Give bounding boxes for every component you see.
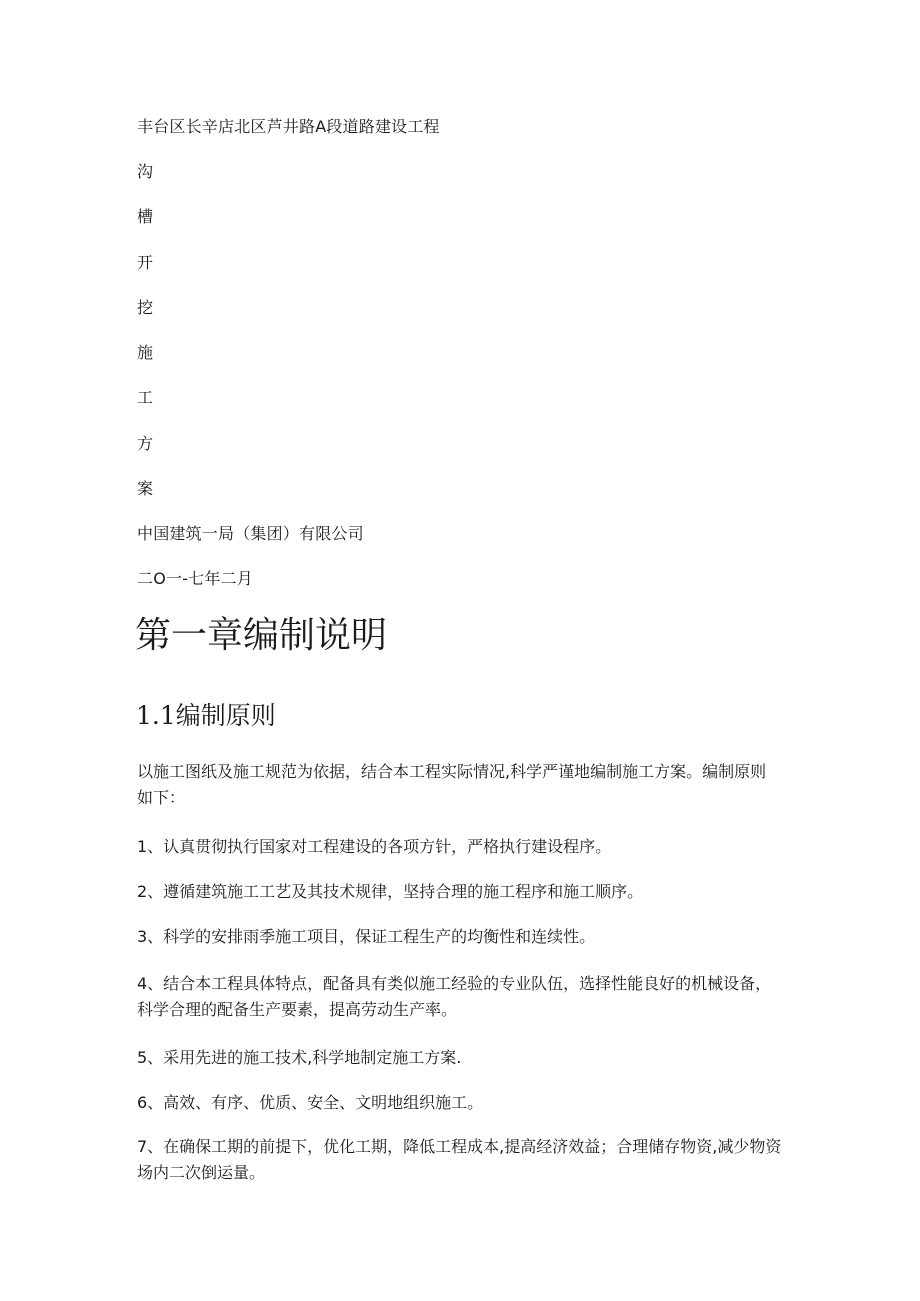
- principle-item: 5、采用先进的施工技术,科学地制定施工方案.: [137, 1048, 462, 1067]
- project-title: 丰台区长辛店北区芦井路A段道路建设工程: [137, 117, 440, 136]
- vertical-title-char: 槽: [137, 207, 154, 226]
- section-title: 1.1编制原则: [136, 701, 276, 730]
- company-name: 中国建筑一局（集团）有限公司: [137, 524, 364, 543]
- principle-item: 6、高效、有序、优质、安全、文明地组织施工。: [137, 1093, 484, 1112]
- principle-item: 1、认真贯彻执行国家对工程建设的各项方针，严格执行建设程序。: [137, 837, 612, 856]
- principle-item: 7、在确保工期的前提下，优化工期，降低工程成本,提高经济效益；合理储存物资,减少物资场内二次倒运量。: [137, 1137, 782, 1182]
- vertical-title-char: 工: [137, 388, 154, 407]
- vertical-title-char: 开: [137, 253, 154, 272]
- chapter-title: 第一章编制说明: [135, 615, 388, 656]
- principle-item: 2、遵循建筑施工工艺及其技术规律，坚持合理的施工程序和施工顺序。: [137, 882, 644, 901]
- vertical-title-char: 案: [137, 479, 154, 498]
- vertical-title-char: 沟: [137, 162, 154, 181]
- vertical-title-char: 方: [137, 434, 154, 453]
- principle-item: 4、结合本工程具体特点，配备具有类似施工经验的专业队伍，选择性能良好的机械设备，科学合理的配备生产要素，提高劳动生产率。: [137, 974, 772, 1019]
- document-date: 二O一-七年二月: [137, 569, 253, 588]
- principle-item: 3、科学的安排雨季施工项目，保证工程生产的均衡性和连续性。: [137, 927, 596, 946]
- intro-paragraph: 以施工图纸及施工规范为依据，结合本工程实际情况,科学严谨地编制施工方案。编制原则如下：: [137, 762, 767, 807]
- vertical-title-char: 施: [137, 343, 154, 362]
- vertical-title-char: 挖: [137, 298, 154, 317]
